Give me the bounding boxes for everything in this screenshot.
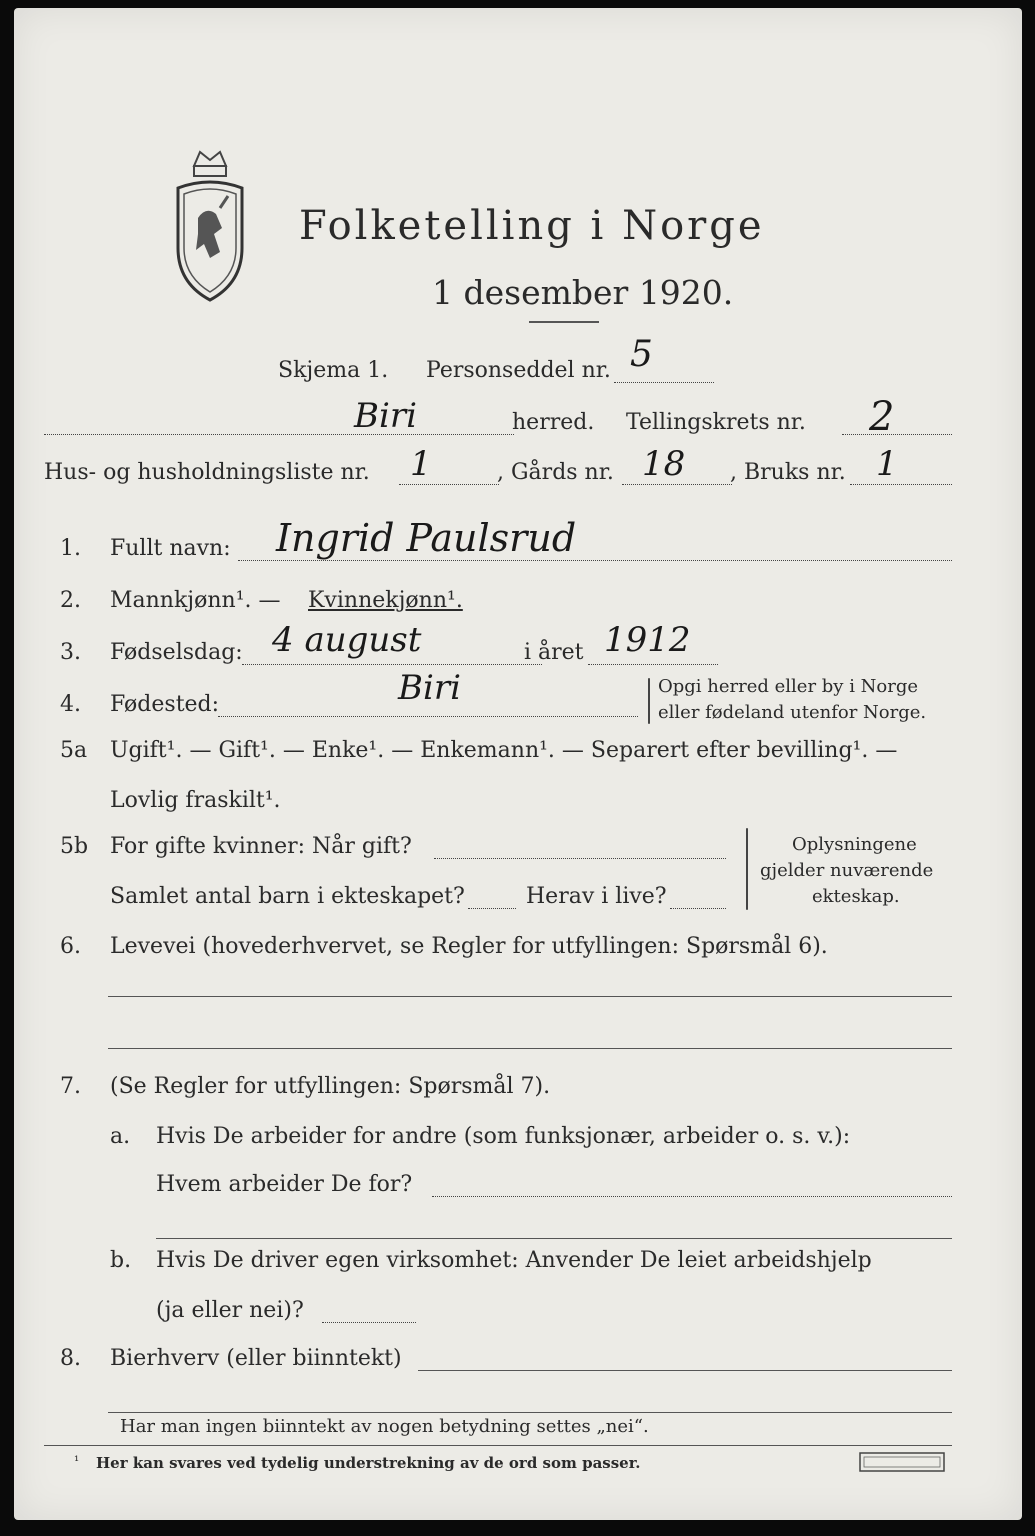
marital-status-options[interactable]: Ugift¹. — Gift¹. — Enke¹. — Enkemann¹. — Separert efter bevilling¹. — (110, 738, 898, 763)
marital-status-divorced-option[interactable]: Lovlig fraskilt¹. (110, 788, 281, 813)
footnote-mark: ¹ (74, 1454, 80, 1469)
q6-number: 6. (60, 934, 81, 959)
employer-line-2[interactable] (156, 1238, 952, 1239)
q5a-number: 5a (60, 738, 88, 763)
form-title: Folketelling i Norge (299, 203, 765, 249)
bruks-value[interactable]: 1 (876, 444, 898, 484)
hus-value[interactable]: 1 (410, 444, 432, 484)
personseddel-line (614, 382, 714, 383)
q8-number: 8. (60, 1346, 81, 1371)
birth-year-line (588, 664, 718, 665)
birthplace-note-1: Opgi herred eller by i Norge (658, 676, 919, 697)
skjema-label: Skjema 1. (278, 358, 389, 383)
birthplace-line (218, 716, 638, 717)
tellingskrets-value[interactable]: 2 (869, 394, 895, 440)
full-name-line (238, 560, 952, 561)
gards-label: , Gårds nr. (497, 460, 614, 485)
children-count-line (468, 908, 516, 909)
side-income-line-2[interactable] (108, 1412, 952, 1413)
hus-line (399, 484, 499, 485)
birthplace-brace (648, 678, 650, 724)
q3-label: Fødselsdag: (110, 640, 243, 665)
gender-male-option[interactable]: Mannkjønn¹. — (110, 588, 281, 613)
birthday-value[interactable]: 4 august (272, 620, 422, 660)
tellingskrets-line (842, 434, 952, 435)
birth-year-value[interactable]: 1912 (604, 620, 691, 660)
gards-value[interactable]: 18 (642, 444, 686, 484)
q5b-number: 5b (60, 834, 89, 859)
employer-line[interactable] (432, 1196, 952, 1197)
q4-number: 4. (60, 692, 81, 717)
q5b-when-married-label: For gifte kvinner: Når gift? (110, 834, 412, 859)
personseddel-value[interactable]: 5 (630, 334, 653, 375)
marriage-note-3: ekteskap. (812, 886, 900, 907)
q7a-line-2: Hvem arbeider De for? (156, 1172, 413, 1197)
herred-line (44, 434, 514, 435)
bruks-line (850, 484, 952, 485)
title-divider (529, 321, 599, 323)
occupation-line-2[interactable] (108, 1048, 952, 1049)
footnote-text: Her kan svares ved tydelig understrekning av de ord som passer. (96, 1454, 641, 1472)
norwegian-coat-of-arms-icon (164, 148, 256, 308)
side-income-line[interactable] (418, 1370, 952, 1371)
q7b-letter: b. (110, 1248, 132, 1273)
q1-number: 1. (60, 536, 81, 561)
q8-label: Bierhverv (eller biinntekt) (110, 1346, 402, 1371)
census-date: 1 desember 1920. (432, 273, 734, 312)
q7-number: 7. (60, 1074, 81, 1099)
gender-female-option[interactable]: Kvinnekjønn¹. (308, 588, 463, 613)
q3-number: 3. (60, 640, 81, 665)
q5b-alive-label: Herav i live? (526, 884, 667, 909)
q1-label: Fullt navn: (110, 536, 231, 561)
printer-stamp-icon (859, 1452, 945, 1472)
q5b-children-label: Samlet antal barn i ekteskapet? (110, 884, 465, 909)
birthday-line (242, 664, 542, 665)
side-income-note: Har man ingen biinntekt av nogen betydning settes „nei“. (120, 1416, 649, 1437)
occupation-line-1[interactable] (108, 996, 952, 997)
birthplace-value[interactable]: Biri (398, 668, 461, 708)
marriage-note-1: Oplysningene (792, 834, 917, 855)
q7b-line-1: Hvis De driver egen virksomhet: Anvender De leiet arbeidshjelp (156, 1248, 872, 1273)
personseddel-label: Personseddel nr. (426, 358, 611, 383)
q6-label: Levevei (hovederhvervet, se Regler for utfyllingen: Spørsmål 6). (110, 934, 828, 959)
hus-label: Hus- og husholdningsliste nr. (44, 460, 370, 485)
marriage-note-2: gjelder nuværende (760, 860, 934, 881)
census-form-page (14, 8, 1022, 1520)
gards-line (622, 484, 732, 485)
q7a-line-1: Hvis De arbeider for andre (som funksjonær, arbeider o. s. v.): (156, 1124, 851, 1149)
herred-label: herred. (512, 410, 595, 435)
q7-label: (Se Regler for utfyllingen: Spørsmål 7). (110, 1074, 551, 1099)
full-name-value[interactable]: Ingrid Paulsrud (276, 516, 577, 560)
bruks-label: , Bruks nr. (730, 460, 846, 485)
q7b-line-2: (ja eller nei)? (156, 1298, 304, 1323)
birth-year-label: i året (524, 640, 584, 665)
q4-label: Fødested: (110, 692, 220, 717)
tellingskrets-label: Tellingskrets nr. (626, 410, 806, 435)
hired-help-line[interactable] (322, 1322, 416, 1323)
q7a-letter: a. (110, 1124, 131, 1149)
herred-value[interactable]: Biri (354, 396, 417, 436)
footnote-divider (44, 1445, 952, 1446)
q2-number: 2. (60, 588, 81, 613)
when-married-line (434, 858, 726, 859)
children-alive-line (670, 908, 726, 909)
marriage-note-brace (746, 828, 748, 910)
birthplace-note-2: eller fødeland utenfor Norge. (658, 702, 927, 723)
